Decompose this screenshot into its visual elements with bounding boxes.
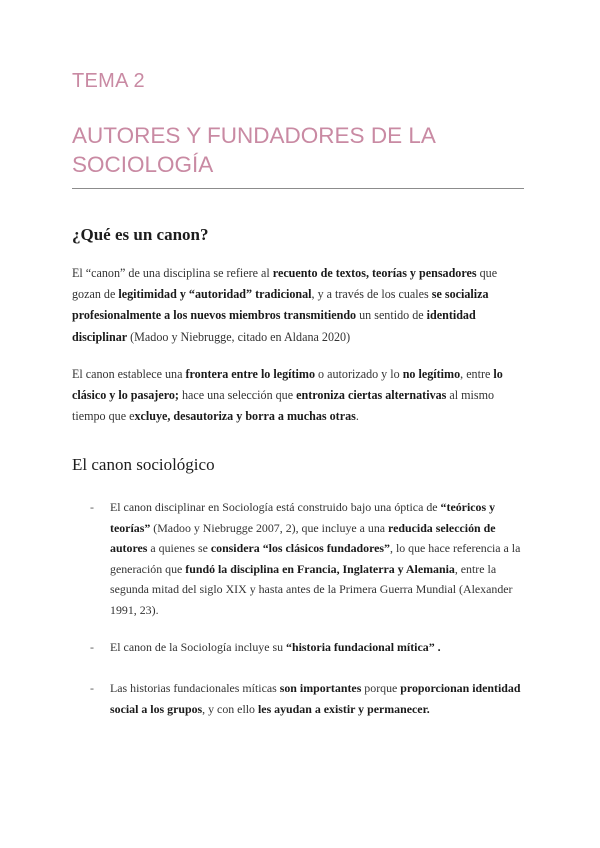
text-run: al mismo tiempo que e — [72, 388, 495, 424]
bullet-dash: - — [90, 640, 94, 654]
text-run: hace una selección que — [178, 388, 297, 403]
section-heading-canon: ¿Qué es un canon? — [72, 225, 209, 244]
text-run: que gozan de — [72, 266, 498, 302]
topic-number: TEMA 2 — [72, 70, 145, 92]
bold-text: les ayudan a existir y permanecer. — [257, 701, 430, 716]
bullet-dash: - — [90, 500, 94, 514]
text-run: El canon disciplinar en Sociología está construido bajo una óptica de — [110, 500, 441, 514]
bold-text: fundó la disciplina en Francia, Inglaterra y Alemania — [185, 561, 455, 576]
bold-text: recuento de textos, teorías y pensadores — [272, 266, 477, 280]
text-run: , entre la segunda mitad del siglo XIX y hasta antes de la Primera Guerra Mundial (Alexander 1991, 23). — [110, 561, 513, 617]
bold-text: entroniza ciertas alternativas — [296, 388, 447, 403]
text-run: (Madoo y Niebrugge, citado en Aldana 2020) — [127, 329, 351, 344]
list-item-text — [110, 678, 528, 719]
bold-text: proporcionan identidad social a los grupos — [110, 681, 521, 716]
list-item — [72, 678, 528, 719]
text-run: un sentido de — [356, 308, 427, 323]
list-item — [72, 497, 528, 620]
list-item-text — [110, 637, 528, 658]
bold-text: “historia fundacional mítica” . — [286, 640, 441, 654]
bold-text: no legítimo — [402, 367, 461, 381]
bold-text: xcluye, desautoriza y borra a muchas otras — [134, 409, 356, 424]
text-run: , entre — [460, 367, 494, 381]
text-run: El canon establece una — [72, 367, 186, 381]
paragraph-canon-frontier — [72, 364, 528, 428]
bullet-dash: - — [90, 681, 94, 695]
text-run: (Madoo y Niebrugge 2007, 2), que incluye a una — [150, 520, 389, 535]
section-heading-sociological-canon: El canon sociológico — [72, 455, 215, 474]
text-run: . — [355, 409, 359, 424]
text-run: El “canon” de una disciplina se refiere al — [72, 266, 273, 280]
text-run: El canon de la Sociología incluye su — [110, 640, 287, 654]
paragraph-canon-definition — [72, 263, 528, 348]
text-run: Las historias fundacionales míticas — [110, 681, 280, 695]
list-item-text — [110, 497, 528, 620]
bold-text: legitimidad y “autoridad” tradicional — [118, 287, 312, 302]
bold-text: son importantes — [279, 681, 362, 695]
bold-text: se socializa profesionalmente a los nuevos miembros transmitiendo — [72, 287, 489, 323]
text-run: , lo que hace referencia a la generación que — [110, 541, 521, 576]
bold-text: lo clásico y lo pasajero; — [72, 367, 503, 403]
list-item — [72, 637, 528, 658]
title-divider — [72, 188, 524, 189]
bold-text: considera “los clásicos fundadores” — [210, 541, 390, 555]
bold-text: frontera entre lo legítimo — [185, 367, 316, 381]
bold-text: reducida selección de autores — [110, 520, 496, 555]
bold-text: “teóricos y teorías” — [110, 500, 496, 535]
text-run: porque — [361, 681, 401, 695]
bold-text: identidad disciplinar — [72, 308, 476, 344]
text-run: a quienes se — [147, 541, 211, 555]
text-run: , y con ello — [202, 701, 258, 716]
page-title: AUTORES Y FUNDADORES DE LA SOCIOLOGÍA — [72, 123, 435, 177]
text-run: o autorizado y lo — [315, 367, 403, 381]
text-run: , y a través de los cuales — [311, 287, 432, 302]
